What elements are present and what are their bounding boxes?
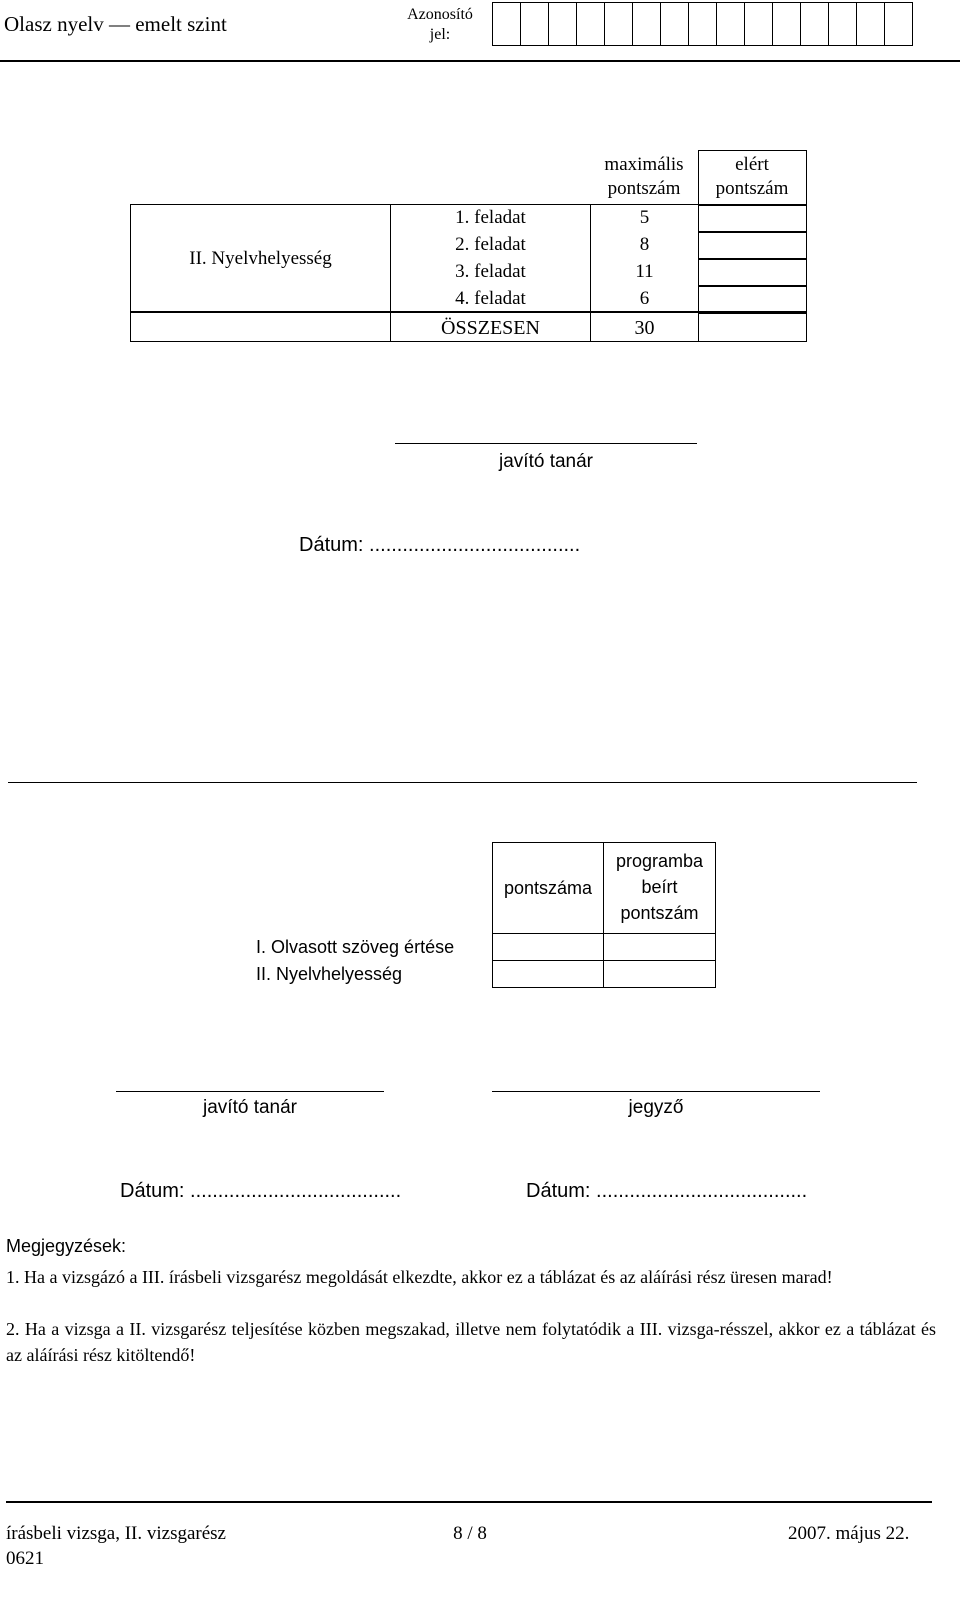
- azonosito-label: Azonosító jel:: [407, 6, 473, 43]
- task-label: 4. feladat: [455, 288, 526, 309]
- programba-input[interactable]: [603, 933, 716, 961]
- pontszama-input[interactable]: [492, 960, 604, 988]
- max-value: 8: [639, 234, 650, 255]
- datum-field[interactable]: Dátum: ......................................: [299, 534, 581, 556]
- elert-score-input[interactable]: [698, 204, 807, 233]
- javito-tanar-label: javító tanár: [203, 1097, 297, 1118]
- id-box[interactable]: [660, 2, 689, 46]
- total-max: 30: [634, 317, 655, 339]
- page-number: 8 / 8: [453, 1523, 487, 1544]
- signature-line-javito[interactable]: [116, 1091, 384, 1092]
- total-row-rule: [130, 311, 807, 313]
- programba-header: programba beírt pontszám: [615, 851, 704, 923]
- id-box[interactable]: [688, 2, 717, 46]
- elert-score-input[interactable]: [698, 258, 807, 287]
- id-box[interactable]: [716, 2, 745, 46]
- id-box[interactable]: [520, 2, 549, 46]
- id-box[interactable]: [548, 2, 577, 46]
- id-box[interactable]: [884, 2, 913, 46]
- footer-date: 2007. május 22.: [788, 1523, 910, 1544]
- footer-code: 0621: [6, 1548, 44, 1569]
- total-label: ÖSSZESEN: [441, 317, 540, 339]
- elert-total-input[interactable]: [698, 312, 807, 342]
- summary-row-label: II. Nyelvhelyesség: [256, 964, 403, 984]
- task-label: 1. feladat: [455, 207, 526, 228]
- note-2: 2. Ha a vizsga a II. vizsgarész teljesítése közben megszakad, illetve nem folytatódik a III. vizsga-résszel, akkor ez a táblázat és az aláírási rész kitöltendő!: [6, 1319, 936, 1365]
- programba-input[interactable]: [603, 960, 716, 988]
- section-cell: [130, 204, 391, 342]
- elert-score-input[interactable]: [698, 285, 807, 314]
- section-separator: [8, 782, 917, 783]
- id-box[interactable]: [856, 2, 885, 46]
- note-1: 1. Ha a vizsgázó a III. írásbeli vizsgarész megoldását elkezdte, akkor ez a táblázat és az aláírási rész üresen marad!: [6, 1267, 833, 1287]
- summary-row-label: I. Olvasott szöveg értése: [256, 937, 455, 957]
- footer-rule: [6, 1501, 932, 1503]
- datum-field-right[interactable]: Dátum: ......................................: [526, 1180, 808, 1202]
- max-value: 6: [639, 288, 650, 309]
- id-box[interactable]: [828, 2, 857, 46]
- signature-line[interactable]: [395, 443, 697, 444]
- task-label: 3. feladat: [455, 261, 526, 282]
- task-label: 2. feladat: [455, 234, 526, 255]
- notes-title: Megjegyzések:: [6, 1236, 127, 1256]
- id-box[interactable]: [800, 2, 829, 46]
- elert-score-input[interactable]: [698, 231, 807, 260]
- max-value: 11: [635, 261, 654, 282]
- pontszama-header: pontszáma: [503, 878, 593, 898]
- id-box[interactable]: [604, 2, 633, 46]
- id-box[interactable]: [772, 2, 801, 46]
- id-code-boxes[interactable]: [493, 2, 913, 46]
- max-value: 5: [639, 207, 650, 228]
- elert-header-cell: [698, 150, 807, 206]
- signature-line-jegyzo[interactable]: [492, 1091, 820, 1092]
- col-elert-header: elért pontszám: [715, 154, 789, 199]
- subject-title: Olasz nyelv — emelt szint: [4, 12, 227, 36]
- id-box[interactable]: [492, 2, 521, 46]
- jegyzo-label: jegyző: [628, 1097, 684, 1118]
- header-rule: [0, 60, 960, 62]
- id-box[interactable]: [632, 2, 661, 46]
- pontszama-input[interactable]: [492, 933, 604, 961]
- javito-tanar-label: javító tanár: [499, 451, 593, 472]
- id-box[interactable]: [576, 2, 605, 46]
- datum-field-left[interactable]: Dátum: ......................................: [120, 1180, 402, 1202]
- col-max-header: maximális pontszám: [604, 154, 684, 199]
- section-label: II. Nyelvhelyesség: [189, 248, 332, 269]
- footer-left: írásbeli vizsga, II. vizsgarész: [6, 1523, 226, 1544]
- id-box[interactable]: [744, 2, 773, 46]
